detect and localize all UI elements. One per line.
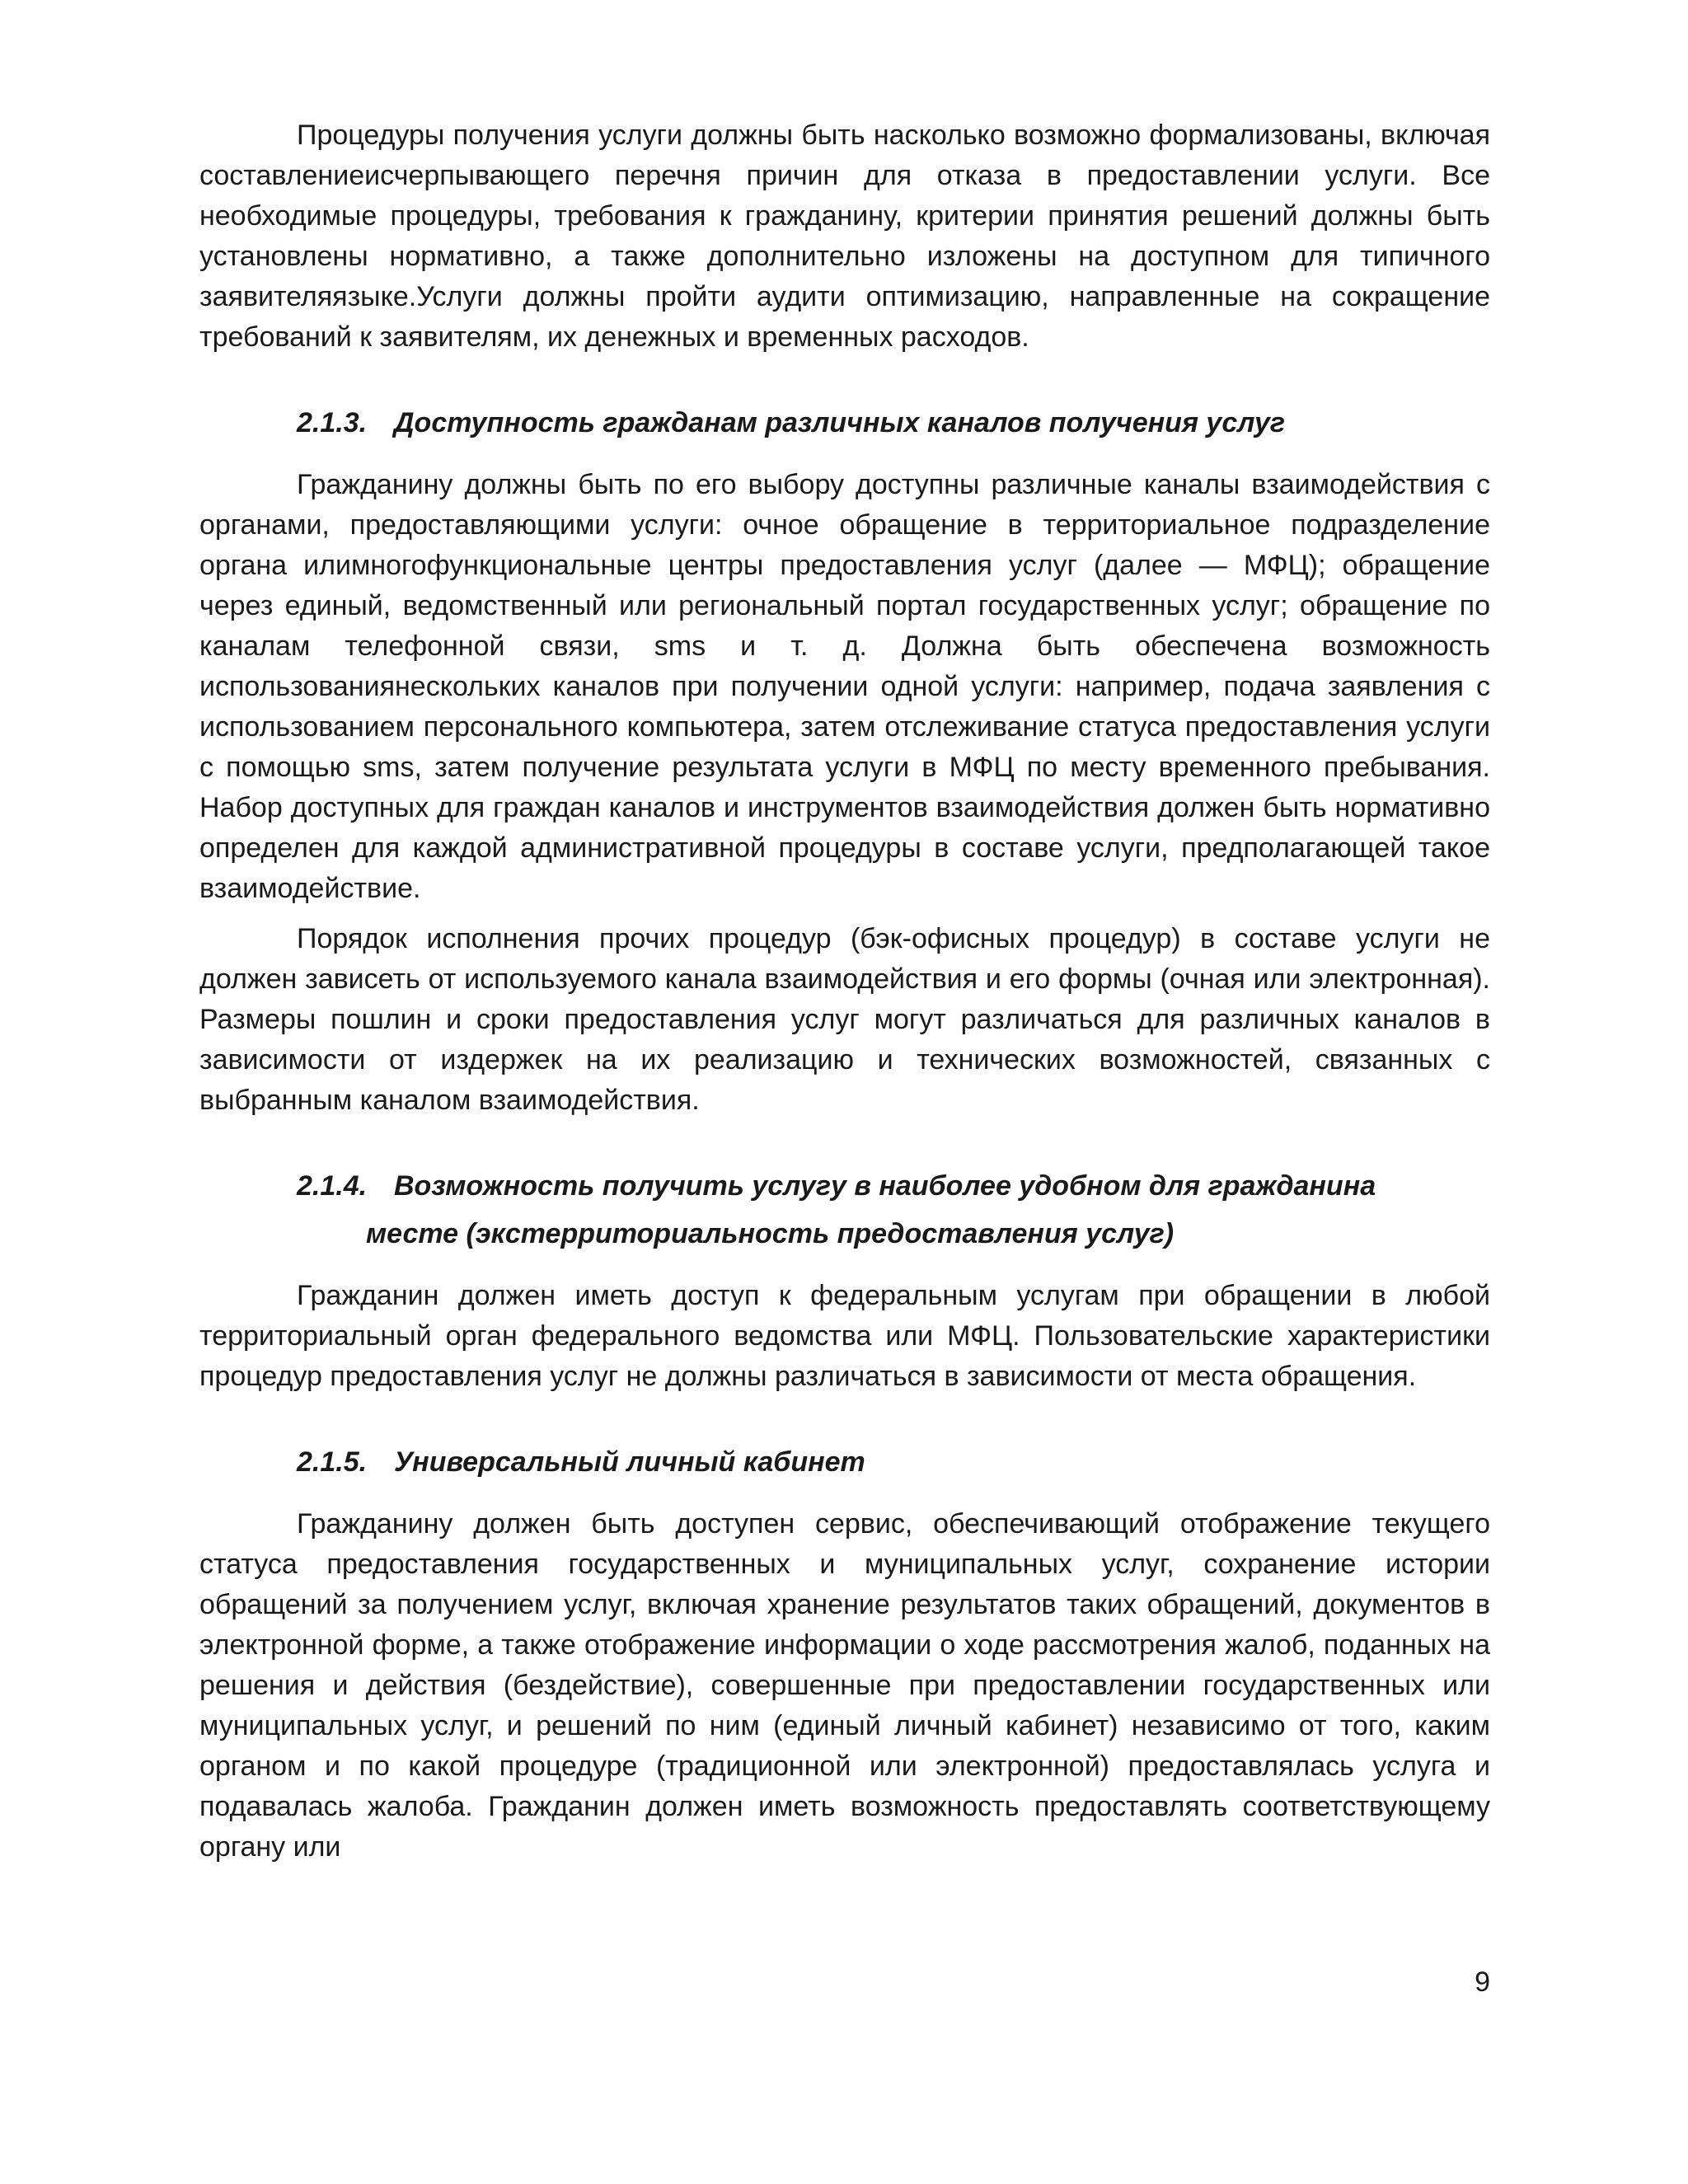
section-title: Универсальный личный кабинет bbox=[394, 1446, 865, 1478]
section-heading-2-1-5 bbox=[199, 1438, 1490, 1486]
intro-paragraph: Процедуры получения услуги должны быть насколько возможно формализованы, включая составлениеисчерпывающего перечня причин для отказа в предоставлении услуги. Все необходимые процедуры, требования к гражданину, критерии принятия решений должны быть установлены нормативно, а также дополнительно изложены на доступном для типичного заявителяязыке.Услуги должны пройти аудити оптимизацию, направленные на сокращение требований к заявителям, их денежных и временных расходов. bbox=[199, 120, 1490, 353]
section-heading-2-1-4 bbox=[199, 1162, 1490, 1258]
section-2-1-3-paragraph-1: Гражданину должны быть по его выбору доступны различные каналы взаимодействия с органами, предоставляющими услуги: очное обращение в территориальное подразделение органа илимногофункциональные центры предоставления услуг (далее — МФЦ); обращение через единый, ведомственный или региональный портал государственных услуг; обращение по каналам телефонной связи, sms и т. д. Должна быть обеспечена возможность использованиянескольких каналов при получении одной услуги: например, подача заявления с использованием персонального компьютера, затем отслеживание статуса предоставления услуги с помощью sms, затем получение результата услуги в МФЦ по месту временного пребывания. Набор доступных для граждан каналов и инструментов взаимодействия должен быть нормативно определен для каждой административной процедуры в составе услуги, предполагающей такое взаимодействие. bbox=[199, 469, 1490, 904]
section-title: Доступность гражданам различных каналов получения услуг bbox=[394, 407, 1285, 438]
section-heading-2-1-3 bbox=[199, 399, 1490, 447]
section-2-1-3-paragraph-2: Порядок исполнения прочих процедур (бэк-офисных процедур) в составе услуги не должен зависеть от используемого канала взаимодействия и его формы (очная или электронная). Размеры пошлин и сроки предоставления услуг могут различаться для различных каналов в зависимости от издержек на их реализацию и технических возможностей, связанных с выбранным каналом взаимодействия. bbox=[199, 923, 1490, 1116]
section-2-1-5-paragraph-1: Гражданину должен быть доступен сервис, обеспечивающий отображение текущего статуса предоставления государственных и муниципальных услуг, сохранение истории обращений за получением услуг, включая хранение результатов таких обращений, документов в электронной форме, а также отображение информации о ходе рассмотрения жалоб, поданных на решения и действия (бездействие), совершенные при предоставлении государственных или муниципальных услуг, и решений по ним (единый личный кабинет) независимо от того, каким органом и по какой процедуре (традиционной или электронной) предоставлялась услуга и подавалась жалоба. Гражданин должен иметь возможность предоставлять соответствующему органу или bbox=[199, 1508, 1490, 1863]
section-2-1-4-paragraph-1: Гражданин должен иметь доступ к федеральным услугам при обращении в любой территориальный орган федерального ведомства или МФЦ. Пользовательские характеристики процедур предоставления услуг не должны различаться в зависимости от места обращения. bbox=[199, 1280, 1490, 1392]
section-number: 2.1.5. bbox=[297, 1446, 368, 1478]
page-content bbox=[199, 115, 1490, 1868]
section-title-line-2: месте (экстерриториальность предоставления услуг) bbox=[366, 1218, 1175, 1249]
page-number: 9 bbox=[1475, 1966, 1490, 1998]
section-number: 2.1.3. bbox=[297, 407, 368, 438]
section-number: 2.1.4. bbox=[297, 1170, 368, 1202]
section-title-line-1: Возможность получить услугу в наиболее удобном для гражданина bbox=[394, 1170, 1376, 1202]
